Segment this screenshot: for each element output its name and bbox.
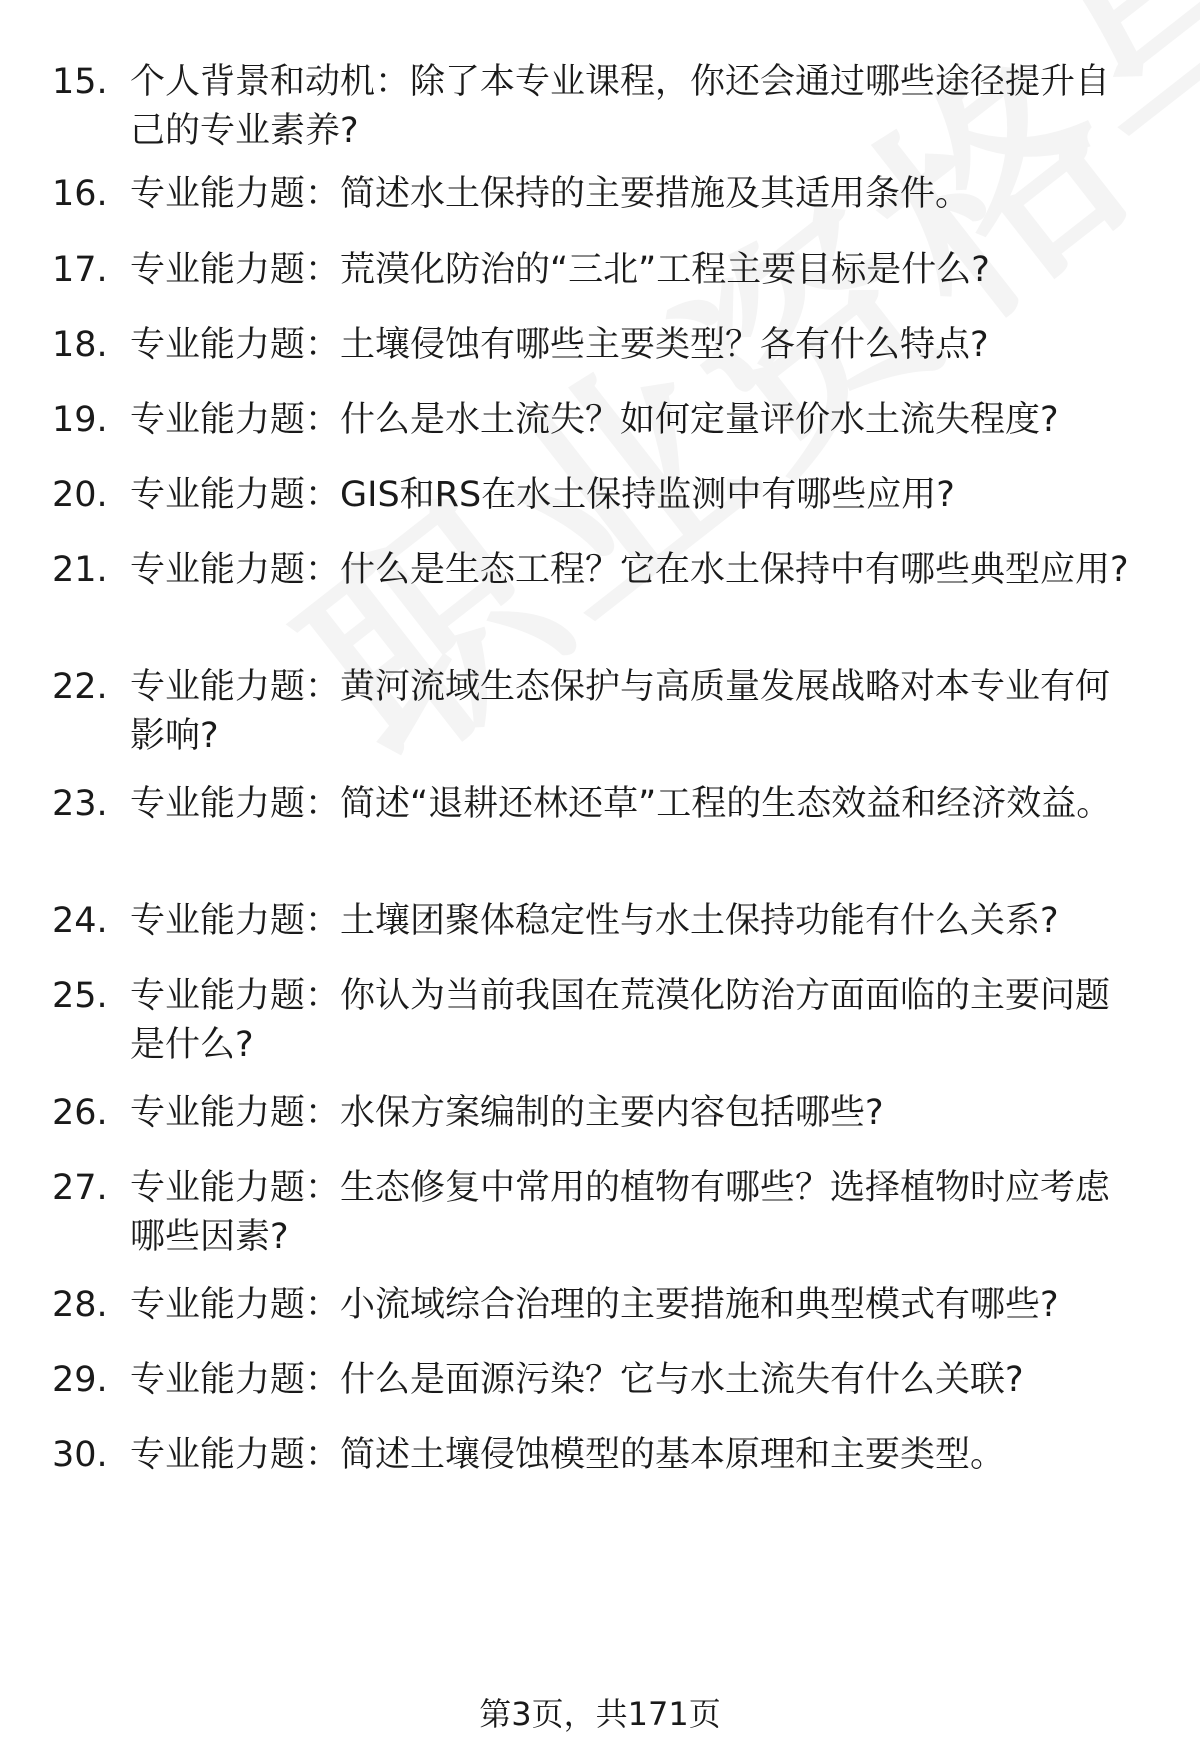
list-item xyxy=(52,471,1152,520)
list-item xyxy=(52,246,1152,295)
question-number: 30. xyxy=(52,1435,108,1475)
question-number: 22. xyxy=(52,667,108,707)
question-text: 专业能力题：什么是水土流失？如何定量评价水土流失程度? xyxy=(130,400,1059,440)
question-number: 26. xyxy=(52,1093,108,1133)
list-item xyxy=(52,663,1152,761)
list-item xyxy=(52,546,1152,595)
question-text: 专业能力题：你认为当前我国在荒漠化防治方面面临的主要问题是什么? xyxy=(130,976,1111,1065)
question-text: 专业能力题：简述水土保持的主要措施及其适用条件。 xyxy=(130,174,971,214)
list-item xyxy=(52,1431,1152,1480)
question-text: 专业能力题：水保方案编制的主要内容包括哪些? xyxy=(130,1093,884,1133)
question-text: 专业能力题：黄河流域生态保护与高质量发展战略对本专业有何影响? xyxy=(130,667,1111,756)
question-number: 29. xyxy=(52,1360,108,1400)
question-number: 20. xyxy=(52,475,108,515)
list-item xyxy=(52,780,1152,829)
list-item xyxy=(52,1281,1152,1330)
list-item xyxy=(52,972,1152,1070)
question-text: 专业能力题：土壤团聚体稳定性与水土保持功能有什么关系? xyxy=(130,901,1059,941)
question-number: 27. xyxy=(52,1168,108,1208)
question-number: 25. xyxy=(52,976,108,1016)
question-text: 专业能力题：土壤侵蚀有哪些主要类型？各有什么特点? xyxy=(130,325,989,365)
list-item xyxy=(52,170,1152,219)
list-item xyxy=(52,1164,1152,1262)
question-number: 28. xyxy=(52,1285,108,1325)
question-number: 24. xyxy=(52,901,108,941)
question-number: 17. xyxy=(52,250,108,290)
page-footer xyxy=(0,1694,1200,1734)
question-number: 15. xyxy=(52,62,108,102)
list-item xyxy=(52,58,1152,156)
question-number: 16. xyxy=(52,174,108,214)
question-text: 专业能力题：什么是生态工程？它在水土保持中有哪些典型应用? xyxy=(130,550,1129,590)
question-number: 23. xyxy=(52,784,108,824)
question-text: 专业能力题：GIS和RS在水土保持监测中有哪些应用? xyxy=(130,475,955,515)
question-number: 18. xyxy=(52,325,108,365)
list-item xyxy=(52,321,1152,370)
question-number: 19. xyxy=(52,400,108,440)
question-text: 专业能力题：什么是面源污染？它与水土流失有什么关联? xyxy=(130,1360,1024,1400)
list-item xyxy=(52,897,1152,946)
list-item xyxy=(52,396,1152,445)
question-text: 专业能力题：荒漠化防治的“三北”工程主要目标是什么? xyxy=(130,250,990,290)
list-item xyxy=(52,1089,1152,1138)
question-text: 专业能力题：小流域综合治理的主要措施和典型模式有哪些? xyxy=(130,1285,1059,1325)
list-item xyxy=(52,1356,1152,1405)
question-text: 专业能力题：简述“退耕还林还草”工程的生态效益和经济效益。 xyxy=(130,784,1112,824)
question-text: 专业能力题：生态修复中常用的植物有哪些？选择植物时应考虑哪些因素? xyxy=(130,1168,1111,1257)
question-text: 专业能力题：简述土壤侵蚀模型的基本原理和主要类型。 xyxy=(130,1435,1006,1475)
page-number-label: 第3页，共171页 xyxy=(479,1695,721,1733)
question-text: 个人背景和动机：除了本专业课程，你还会通过哪些途径提升自己的专业素养? xyxy=(130,62,1111,151)
question-number: 21. xyxy=(52,550,108,590)
